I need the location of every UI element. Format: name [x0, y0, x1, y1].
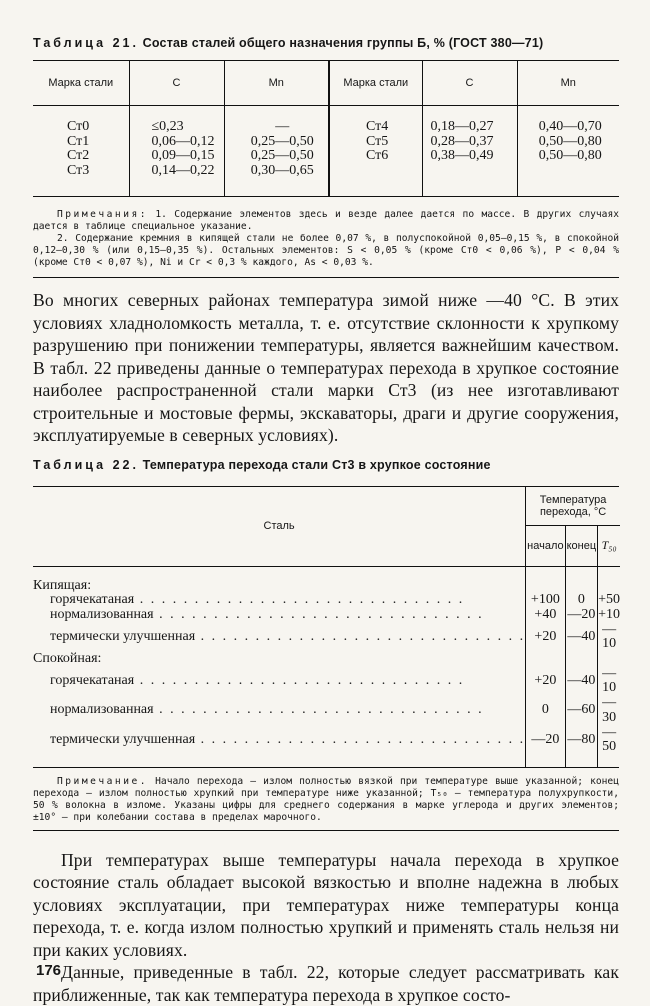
t21-grade: Ст1 [67, 133, 90, 149]
t21-c: 0,14—0,22 [151, 162, 215, 178]
table21-body [33, 106, 619, 197]
table21-caption: Таблица 21. Состав сталей общего назначения группы Б, % (ГОСТ 380—71) [33, 36, 544, 50]
t21-c: 0,09—0,15 [151, 148, 215, 163]
paragraph-1: Во многих северных районах температура зимой ниже —40 °С. В этих условиях хладноломкость металла, т. е. отсутствие склонности к хрупкому разрушению при понижении температуры, является важнейшим качеством. В табл. 22 приведены данные о температурах перехода в хрупкое состояние наиболее распространенной стали марки Ст3 (из нее изготавливают строительные и мостовые фермы, экскаваторы, драги и другие сооружения, эксплуатируемые в северных условиях). [33, 290, 619, 445]
table21-header-row [33, 61, 619, 106]
t21-mn: 0,25—0,50 [250, 148, 314, 163]
t22-row-label: термически улучшенная . . . [50, 630, 525, 645]
t22-end: —80 [565, 726, 598, 755]
table-row [33, 667, 620, 696]
t22-start: +40 [526, 608, 565, 623]
t22-end: —60 [565, 696, 598, 725]
table21-note1: Примечания: 1. Содержание элементов здесь и везде далее дается по массе. В других случаях дается в таблице специальное указание. [33, 209, 620, 232]
t22-group-row [33, 579, 620, 594]
table21-mid-rule [33, 196, 619, 197]
page [33, 36, 619, 1006]
t22-row-label: нормализованная . . . [50, 703, 525, 718]
table22-caption: Таблица 22. Температура перехода стали Ст3 в хрупкое состояние [33, 457, 491, 472]
t21-mn: 0,50—0,80 [538, 133, 602, 149]
table22-mid-rule [33, 767, 619, 768]
t22-group-row [33, 652, 620, 667]
t22-group-name: Спокойная: [33, 651, 102, 667]
t21-mn: 0,25—0,50 [250, 133, 314, 149]
t22-end: 0 [565, 593, 598, 608]
t22-group-name: Кипящая: [33, 577, 92, 593]
t21-grade: Ст0 [67, 119, 90, 134]
t21-h-c-left: C [129, 61, 224, 106]
t22-h-group: Температура перехода, °С [526, 487, 620, 526]
t22-h-t50: T₅₀ [598, 525, 620, 566]
t21-h-c-right: C [422, 61, 517, 106]
table22-note: Примечание. Начало перехода — излом полностью вязкой при температуре выше указанной; конец перехода — излом полностью хрупкий при температуре ниже указанной; T₅₀ — температура полухрупкости, 50 % волокна в изломе. Указаны цифры для среднего содержания в марке углерода и других элементов; ±10° — при колебании состава в пределах марочного. [33, 775, 619, 823]
table22 [33, 487, 620, 767]
t22-t50: —10 [598, 623, 620, 652]
table21-bottom-rule [33, 277, 619, 278]
t21-grade: Ст5 [366, 133, 389, 149]
t22-start: 0 [526, 696, 565, 725]
t22-t50: —50 [598, 726, 620, 755]
table-row [33, 623, 620, 652]
t22-t50: —30 [598, 696, 620, 725]
t21-grade: Ст6 [366, 148, 389, 163]
t22-h-start: начало [526, 525, 565, 566]
t22-h-steel: Сталь [33, 487, 526, 567]
t22-end: —40 [565, 623, 598, 652]
t21-mn: 0,40—0,70 [538, 119, 602, 134]
t22-row-label: термически улучшенная . . . [50, 733, 525, 748]
t21-h-grade-left: Марка стали [33, 61, 129, 106]
t21-c: 0,28—0,37 [430, 133, 494, 149]
table21 [33, 61, 619, 196]
t21-c: ≤0,23 [151, 119, 184, 134]
t22-end: —20 [565, 608, 598, 623]
table-row [33, 593, 620, 608]
t21-c: 0,06—0,12 [151, 133, 215, 149]
t22-t50: —10 [598, 667, 620, 696]
t21-h-mn-right: Mn [517, 61, 619, 106]
table21-note2: 2. Содержание кремния в кипящей стали не более 0,07 %, в полуспокойной 0,05—0,15 %, в спокойной 0,12—0,30 % (или 0,15—0,35 %). Остальных элементов: S < 0,05 % (кроме Ст0 < 0,06 %), P < 0,04 % (кроме Ст0 < 0,07 %), Ni и Cr < 0,3 % каждого, As < 0,03 %. [33, 233, 619, 268]
t22-t50: +50 [598, 592, 621, 608]
t22-start: +20 [526, 623, 565, 652]
t22-row-label: нормализованная . . . [50, 608, 525, 623]
t21-grade: Ст3 [67, 162, 90, 178]
paragraph-3: Данные, приведенные в табл. 22, которые следует рассматривать как приближенные, так как температура перехода в хрупкое состо- [33, 962, 619, 1005]
t21-h-mn-left: Mn [224, 61, 329, 106]
t21-c: 0,18—0,27 [430, 119, 494, 134]
t21-grade: Ст4 [366, 119, 389, 134]
t22-h-end: конец [565, 525, 598, 566]
table-row [33, 696, 620, 725]
t21-mn: — [275, 119, 290, 134]
table21-notes [33, 209, 619, 269]
paragraph-2: При температурах выше температуры начала перехода в хрупкое состояние сталь обладает высокой вязкостью и вполне надежна в любых условиях эксплуатации, при температурах ниже температуры конца перехода, т. е. когда излом полностью хрупкий и применять сталь нельзя ни при каких условиях. [33, 849, 619, 960]
t21-mn: 0,50—0,80 [538, 148, 602, 163]
table-row [33, 608, 620, 623]
t22-row-label: горячекатаная . . . [50, 593, 525, 608]
t21-grade: Ст2 [67, 148, 90, 163]
t22-start: +100 [526, 593, 565, 608]
t22-end: —40 [565, 667, 598, 696]
table22-bottom-rule [33, 830, 619, 831]
t22-row-label: горячекатаная . . . [50, 674, 525, 689]
t22-t50: +10 [598, 606, 621, 622]
t21-mn: 0,30—0,65 [250, 162, 314, 178]
t22-start: +20 [526, 667, 565, 696]
t21-c: 0,38—0,49 [430, 148, 494, 163]
t22-start: —20 [526, 726, 565, 755]
t21-h-grade-right: Марка стали [329, 61, 422, 106]
table-row [33, 726, 620, 755]
page-number: 176 [36, 962, 62, 979]
